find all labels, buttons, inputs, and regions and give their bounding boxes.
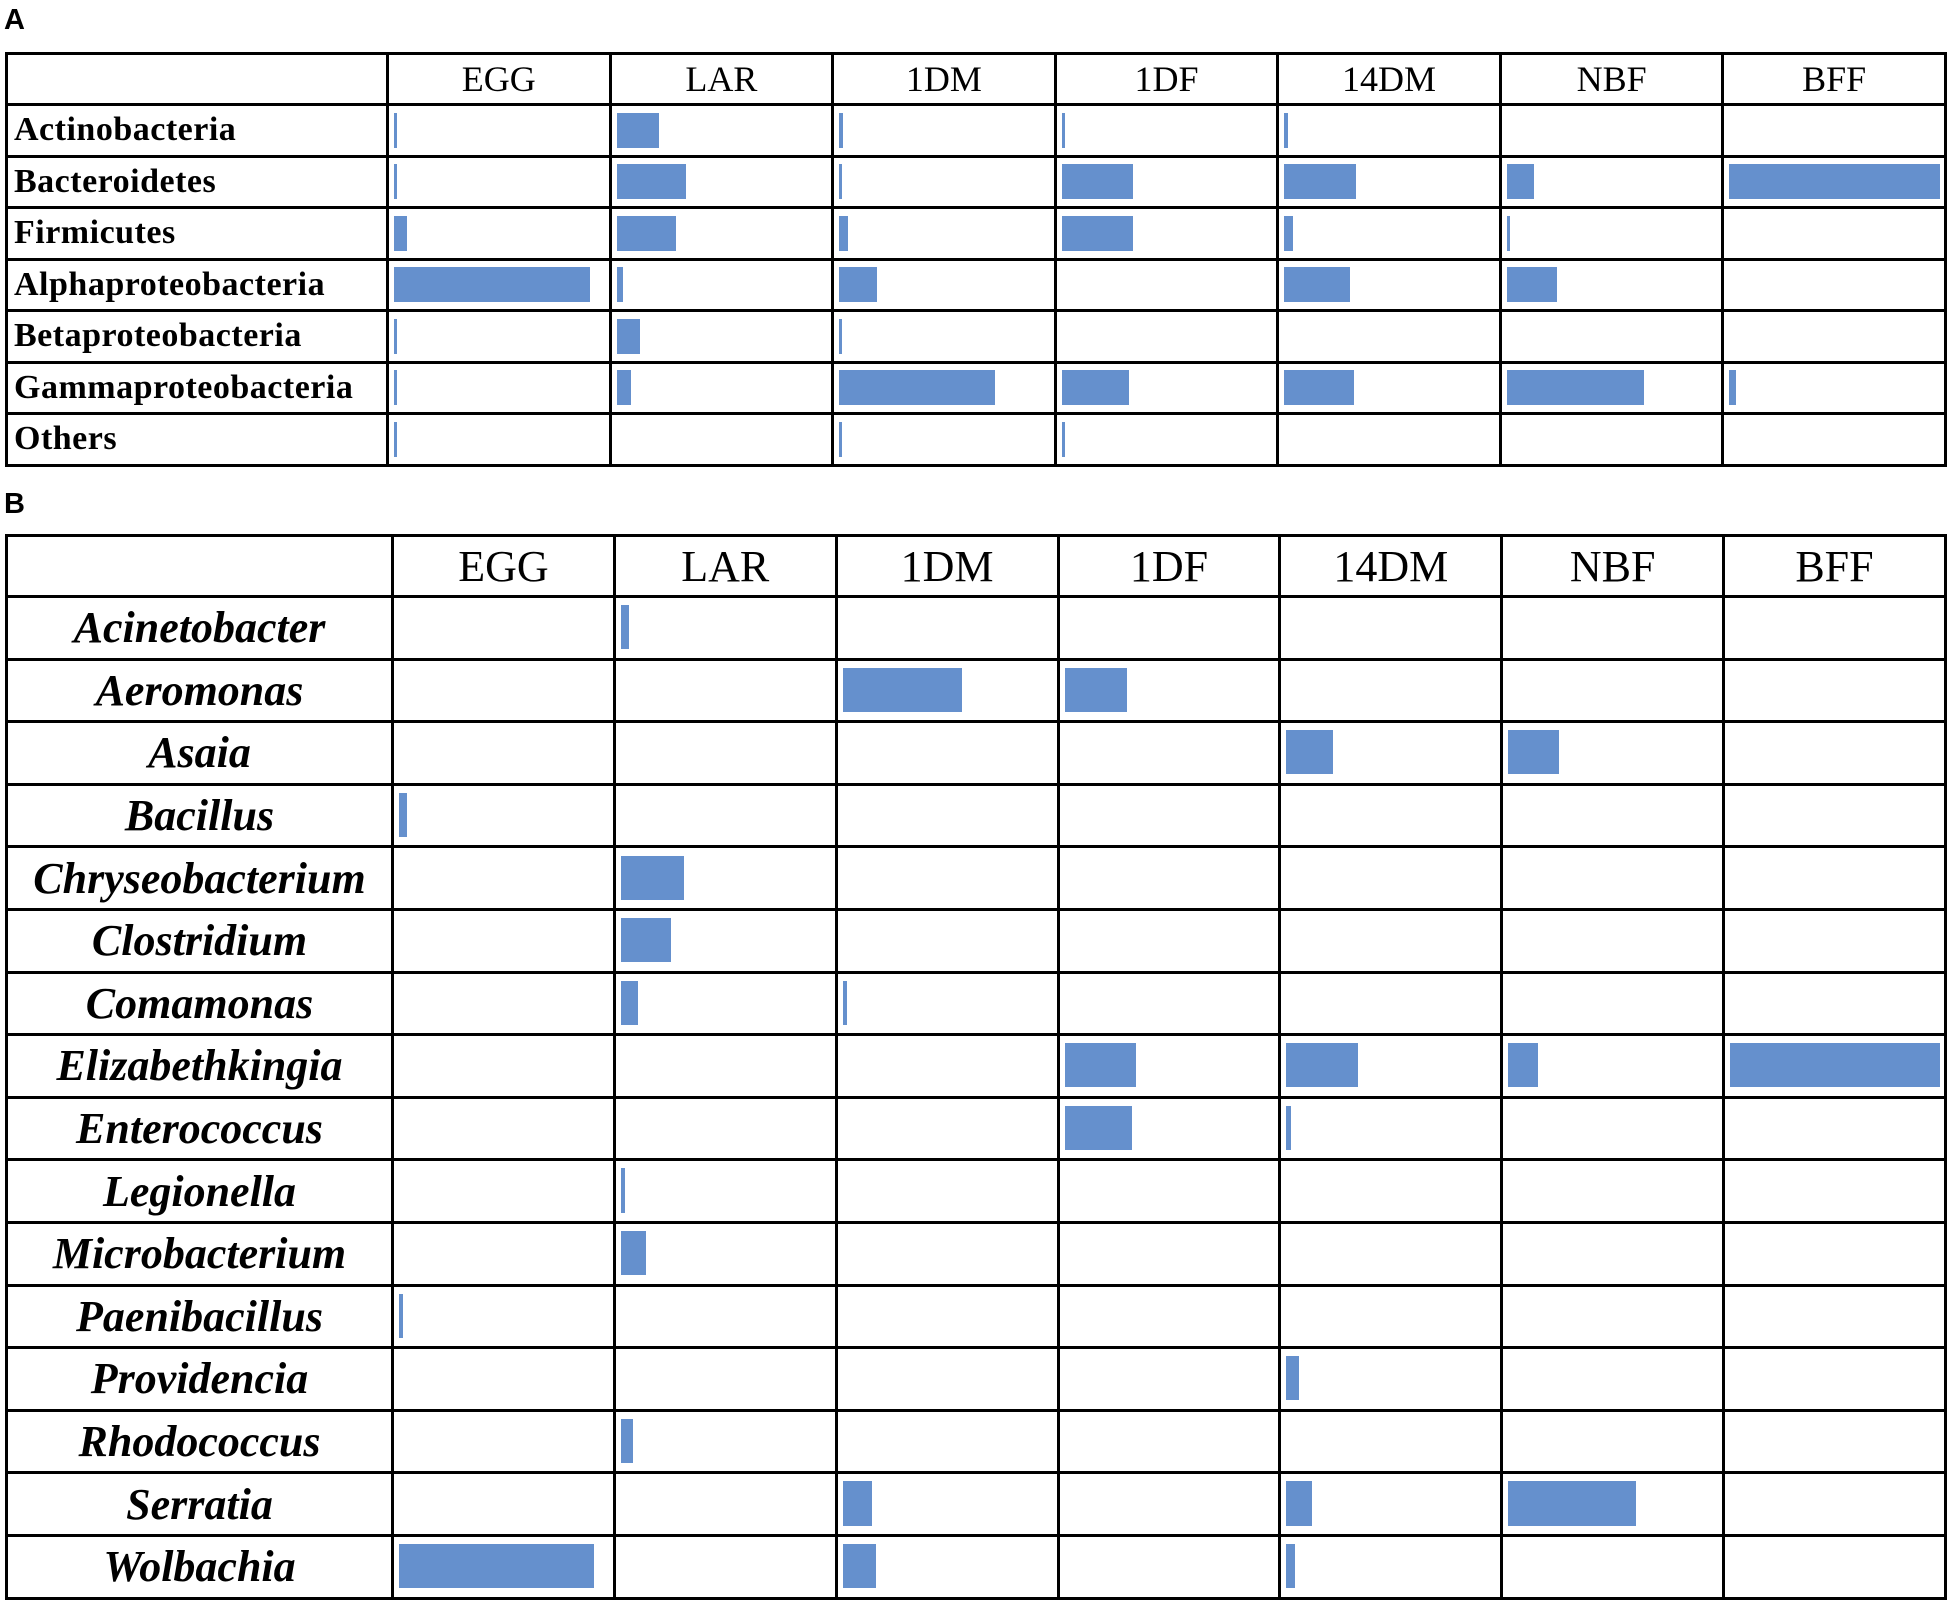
data-cell [614, 1410, 836, 1473]
row-label: Serratia [7, 1473, 393, 1536]
data-cell [1058, 1410, 1280, 1473]
abundance-bar [1284, 370, 1353, 405]
data-cell [836, 1535, 1058, 1598]
column-header-egg: EGG [388, 54, 611, 105]
abundance-bar [1284, 164, 1356, 199]
data-cell [836, 722, 1058, 785]
data-cell [836, 1348, 1058, 1411]
data-cell [610, 156, 833, 208]
data-cell [1055, 105, 1278, 157]
abundance-bar [839, 319, 842, 354]
abundance-bar [1286, 730, 1332, 774]
abundance-bar [1508, 1481, 1636, 1525]
data-cell [393, 1535, 615, 1598]
table-row [7, 909, 1946, 972]
abundance-bar [621, 1168, 625, 1212]
table-row [7, 362, 1946, 414]
abundance-bar [617, 113, 659, 148]
data-cell [614, 1222, 836, 1285]
row-label: Acinetobacter [7, 597, 393, 660]
data-cell [1058, 597, 1280, 660]
data-cell [1280, 597, 1502, 660]
table-row [7, 156, 1946, 208]
abundance-bar [839, 164, 842, 199]
data-cell [1280, 1035, 1502, 1098]
data-cell [393, 847, 615, 910]
data-cell [833, 414, 1056, 466]
row-label: Paenibacillus [7, 1285, 393, 1348]
data-cell [1724, 1285, 1946, 1348]
data-cell [614, 972, 836, 1035]
row-label: Rhodococcus [7, 1410, 393, 1473]
data-cell [1723, 311, 1946, 363]
table-row [7, 311, 1946, 363]
data-cell [836, 659, 1058, 722]
data-cell [1055, 156, 1278, 208]
abundance-bar [1065, 1106, 1132, 1150]
table-row [7, 105, 1946, 157]
abundance-bar [839, 113, 843, 148]
abundance-bar [843, 981, 847, 1025]
data-cell [614, 847, 836, 910]
data-cell [1058, 1285, 1280, 1348]
data-cell [836, 847, 1058, 910]
data-cell [1500, 259, 1723, 311]
data-cell [1724, 847, 1946, 910]
column-header-1df: 1DF [1058, 536, 1280, 597]
data-cell [836, 1160, 1058, 1223]
abundance-bar [399, 1294, 403, 1338]
abundance-bar [1284, 267, 1349, 302]
table-row [7, 784, 1946, 847]
column-header-lar: LAR [610, 54, 833, 105]
abundance-bar [1507, 267, 1558, 302]
data-cell [614, 1473, 836, 1536]
data-cell [1500, 105, 1723, 157]
row-label: Microbacterium [7, 1222, 393, 1285]
row-label: Legionella [7, 1160, 393, 1223]
data-cell [1502, 722, 1724, 785]
abundance-bar [621, 981, 638, 1025]
data-cell [614, 784, 836, 847]
data-cell [1502, 659, 1724, 722]
abundance-bar [1065, 1043, 1136, 1087]
data-cell [1724, 1348, 1946, 1411]
abundance-bar [394, 422, 397, 457]
column-header-1dm: 1DM [836, 536, 1058, 597]
data-cell [1502, 1097, 1724, 1160]
data-cell [1278, 156, 1501, 208]
table-row [7, 1222, 1946, 1285]
data-cell [610, 259, 833, 311]
data-cell [1502, 1473, 1724, 1536]
data-cell [1723, 259, 1946, 311]
column-header-14dm: 14DM [1280, 536, 1502, 597]
table-row [7, 659, 1946, 722]
data-cell [1278, 259, 1501, 311]
data-cell [836, 1473, 1058, 1536]
data-cell [1502, 1535, 1724, 1598]
column-header-1dm: 1DM [833, 54, 1056, 105]
table-row [7, 259, 1946, 311]
data-cell [1724, 1035, 1946, 1098]
data-cell [836, 784, 1058, 847]
abundance-bar [839, 370, 995, 405]
data-cell [1278, 362, 1501, 414]
abundance-bar [394, 267, 590, 302]
data-cell [388, 414, 611, 466]
table-row [7, 1473, 1946, 1536]
data-cell [1502, 1410, 1724, 1473]
abundance-bar [617, 319, 640, 354]
abundance-bar [1286, 1106, 1290, 1150]
row-label: Alphaproteobacteria [7, 259, 388, 311]
data-cell [1058, 1160, 1280, 1223]
data-cell [1058, 972, 1280, 1035]
column-header-nbf: NBF [1500, 54, 1723, 105]
panel-a-table [5, 52, 1947, 467]
data-cell [1058, 722, 1280, 785]
data-cell [1502, 1035, 1724, 1098]
data-cell [393, 597, 615, 660]
abundance-bar [617, 164, 686, 199]
data-cell [836, 1410, 1058, 1473]
abundance-bar [839, 422, 842, 457]
data-cell [610, 362, 833, 414]
abundance-bar [1286, 1356, 1299, 1400]
data-cell [1058, 1222, 1280, 1285]
data-cell [1724, 1410, 1946, 1473]
data-cell [1502, 597, 1724, 660]
abundance-bar [394, 319, 397, 354]
data-cell [1280, 1473, 1502, 1536]
data-cell [1058, 1535, 1280, 1598]
data-cell [1058, 1348, 1280, 1411]
row-label: Asaia [7, 722, 393, 785]
abundance-bar [839, 216, 847, 251]
data-cell [833, 259, 1056, 311]
data-cell [610, 105, 833, 157]
abundance-bar [394, 216, 407, 251]
data-cell [1502, 1285, 1724, 1348]
data-cell [388, 259, 611, 311]
data-cell [1058, 1097, 1280, 1160]
table-row [7, 1285, 1946, 1348]
data-cell [1724, 909, 1946, 972]
data-cell [1502, 909, 1724, 972]
data-cell [1055, 259, 1278, 311]
table-row [7, 847, 1946, 910]
data-cell [1058, 784, 1280, 847]
data-cell [1502, 1160, 1724, 1223]
data-cell [1724, 1222, 1946, 1285]
abundance-bar [1286, 1481, 1311, 1525]
row-label: Aeromonas [7, 659, 393, 722]
data-cell [393, 1348, 615, 1411]
data-cell [836, 597, 1058, 660]
row-label: Bacillus [7, 784, 393, 847]
data-cell [614, 1097, 836, 1160]
data-cell [1500, 156, 1723, 208]
table-row [7, 414, 1946, 466]
row-label: Elizabethkingia [7, 1035, 393, 1098]
table-row [7, 1035, 1946, 1098]
abundance-bar [621, 856, 684, 900]
data-cell [836, 909, 1058, 972]
column-header-bff: BFF [1724, 536, 1946, 597]
abundance-bar [1062, 216, 1134, 251]
abundance-bar [843, 1544, 877, 1588]
data-cell [614, 722, 836, 785]
abundance-bar [399, 1544, 594, 1588]
row-label: Chryseobacterium [7, 847, 393, 910]
data-cell [1058, 1035, 1280, 1098]
data-cell [610, 414, 833, 466]
abundance-bar [394, 113, 397, 148]
row-label: Firmicutes [7, 208, 388, 260]
row-label: Clostridium [7, 909, 393, 972]
table-row [7, 1097, 1946, 1160]
panel-a-label: A [4, 4, 25, 36]
data-cell [614, 1285, 836, 1348]
table-row [7, 1410, 1946, 1473]
column-header-1df: 1DF [1055, 54, 1278, 105]
data-cell [1278, 208, 1501, 260]
data-cell [1278, 311, 1501, 363]
data-cell [1278, 105, 1501, 157]
data-cell [388, 105, 611, 157]
abundance-bar [1284, 216, 1292, 251]
abundance-bar [394, 164, 397, 199]
abundance-bar [1065, 668, 1128, 712]
data-cell [1502, 1222, 1724, 1285]
abundance-bar [1286, 1544, 1294, 1588]
table-row [7, 208, 1946, 260]
data-cell [388, 208, 611, 260]
data-cell [610, 208, 833, 260]
table-row [7, 1535, 1946, 1598]
data-cell [1055, 362, 1278, 414]
data-cell [393, 1097, 615, 1160]
data-cell [1280, 909, 1502, 972]
data-cell [1055, 311, 1278, 363]
data-cell [614, 1035, 836, 1098]
data-cell [1280, 722, 1502, 785]
abundance-bar [839, 267, 877, 302]
data-cell [1280, 847, 1502, 910]
row-label: Enterococcus [7, 1097, 393, 1160]
data-cell [614, 1160, 836, 1223]
data-cell [393, 1285, 615, 1348]
corner-cell [7, 536, 393, 597]
abundance-bar [399, 793, 407, 837]
data-cell [1502, 847, 1724, 910]
data-cell [614, 1535, 836, 1598]
row-label: Providencia [7, 1348, 393, 1411]
panel-b-label: B [4, 488, 25, 520]
row-label: Actinobacteria [7, 105, 388, 157]
abundance-bar [843, 668, 963, 712]
data-cell [610, 311, 833, 363]
abundance-bar [1508, 1043, 1537, 1087]
data-cell [1500, 414, 1723, 466]
data-cell [1723, 208, 1946, 260]
data-cell [393, 1160, 615, 1223]
column-header-14dm: 14DM [1278, 54, 1501, 105]
row-label: Betaproteobacteria [7, 311, 388, 363]
row-label: Wolbachia [7, 1535, 393, 1598]
data-cell [1278, 414, 1501, 466]
data-cell [833, 105, 1056, 157]
abundance-bar [621, 1419, 634, 1463]
data-cell [1280, 1410, 1502, 1473]
data-cell [1502, 784, 1724, 847]
data-cell [388, 362, 611, 414]
data-cell [836, 972, 1058, 1035]
data-cell [1724, 1160, 1946, 1223]
table-row [7, 1348, 1946, 1411]
column-header-lar: LAR [614, 536, 836, 597]
data-cell [1280, 659, 1502, 722]
abundance-bar [1286, 1043, 1357, 1087]
row-label: Others [7, 414, 388, 466]
abundance-bar [1729, 370, 1735, 405]
table-row [7, 972, 1946, 1035]
data-cell [1723, 105, 1946, 157]
abundance-bar [621, 1231, 646, 1275]
data-cell [393, 722, 615, 785]
panel-b-table [5, 534, 1947, 1600]
data-cell [393, 1222, 615, 1285]
data-cell [1280, 1348, 1502, 1411]
row-label: Comamonas [7, 972, 393, 1035]
data-cell [614, 909, 836, 972]
table-row [7, 722, 1946, 785]
data-cell [1058, 659, 1280, 722]
column-header-bff: BFF [1723, 54, 1946, 105]
data-cell [1500, 208, 1723, 260]
abundance-bar [1730, 1043, 1940, 1087]
data-cell [614, 1348, 836, 1411]
header-row [7, 536, 1946, 597]
row-label: Gammaproteobacteria [7, 362, 388, 414]
data-cell [833, 208, 1056, 260]
abundance-bar [394, 370, 397, 405]
data-cell [1058, 847, 1280, 910]
data-cell [1055, 414, 1278, 466]
table-row [7, 597, 1946, 660]
data-cell [1724, 1097, 1946, 1160]
data-cell [1724, 784, 1946, 847]
data-cell [836, 1285, 1058, 1348]
data-cell [1724, 597, 1946, 660]
data-cell [393, 659, 615, 722]
data-cell [836, 1222, 1058, 1285]
data-cell [1502, 1348, 1724, 1411]
column-header-egg: EGG [393, 536, 615, 597]
data-cell [393, 909, 615, 972]
abundance-bar [1508, 730, 1558, 774]
data-cell [836, 1035, 1058, 1098]
data-cell [1058, 1473, 1280, 1536]
abundance-bar [617, 216, 676, 251]
data-cell [1723, 362, 1946, 414]
column-header-nbf: NBF [1502, 536, 1724, 597]
data-cell [833, 311, 1056, 363]
data-cell [1280, 1535, 1502, 1598]
data-cell [1280, 784, 1502, 847]
abundance-bar [621, 605, 629, 649]
data-cell [614, 597, 836, 660]
abundance-bar [1507, 164, 1534, 199]
abundance-bar [621, 918, 671, 962]
abundance-bar [1284, 113, 1288, 148]
data-cell [393, 972, 615, 1035]
abundance-bar [1729, 164, 1940, 199]
abundance-bar [1062, 113, 1065, 148]
data-cell [393, 784, 615, 847]
abundance-bar [1062, 422, 1065, 457]
table-row [7, 1160, 1946, 1223]
data-cell [1724, 972, 1946, 1035]
data-cell [1724, 1535, 1946, 1598]
abundance-bar [843, 1481, 872, 1525]
data-cell [1500, 311, 1723, 363]
data-cell [393, 1410, 615, 1473]
abundance-bar [1507, 216, 1510, 251]
data-cell [1280, 1160, 1502, 1223]
data-cell [393, 1473, 615, 1536]
data-cell [614, 659, 836, 722]
data-cell [836, 1097, 1058, 1160]
data-cell [388, 156, 611, 208]
abundance-bar [617, 370, 632, 405]
data-cell [1724, 1473, 1946, 1536]
data-cell [1058, 909, 1280, 972]
header-row [7, 54, 1946, 105]
data-cell [1502, 972, 1724, 1035]
data-cell [1723, 414, 1946, 466]
data-cell [1724, 722, 1946, 785]
data-cell [1055, 208, 1278, 260]
data-cell [1500, 362, 1723, 414]
data-cell [833, 362, 1056, 414]
data-cell [1280, 1097, 1502, 1160]
data-cell [1280, 1285, 1502, 1348]
abundance-bar [1062, 370, 1129, 405]
row-label: Bacteroidetes [7, 156, 388, 208]
abundance-bar [1062, 164, 1134, 199]
abundance-bar [1507, 370, 1644, 405]
abundance-bar [617, 267, 623, 302]
data-cell [1280, 972, 1502, 1035]
data-cell [393, 1035, 615, 1098]
corner-cell [7, 54, 388, 105]
data-cell [833, 156, 1056, 208]
data-cell [1724, 659, 1946, 722]
data-cell [1723, 156, 1946, 208]
data-cell [1280, 1222, 1502, 1285]
data-cell [388, 311, 611, 363]
